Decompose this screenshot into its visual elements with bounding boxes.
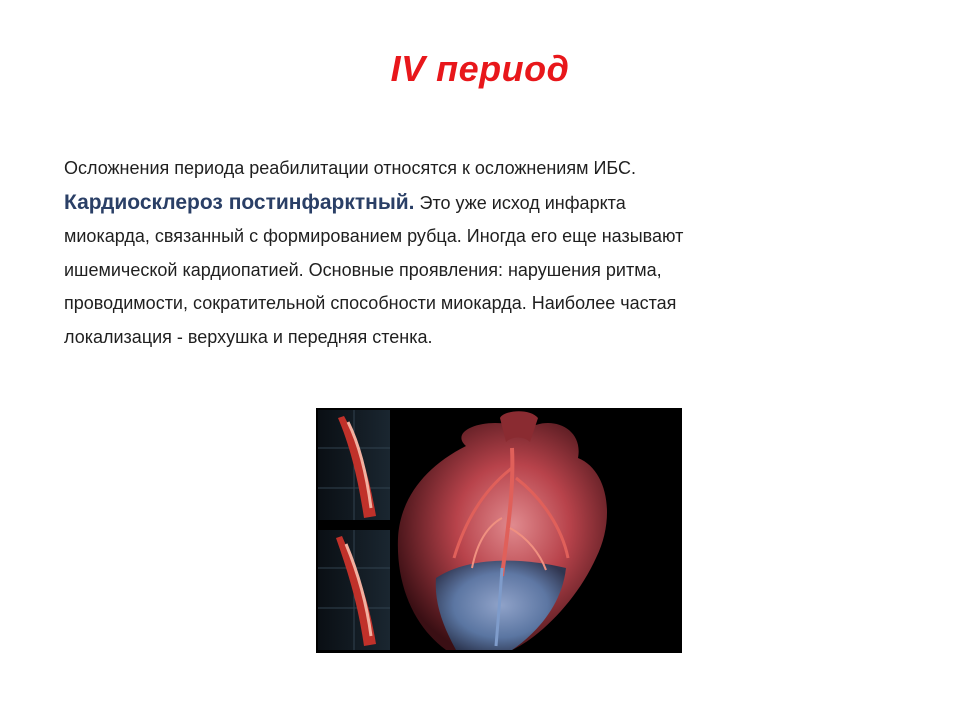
highlight-term: Кардиосклероз постинфарктный. xyxy=(64,190,415,214)
inset-panel-bottom xyxy=(318,530,390,650)
body-line-2-rest: Это уже исход инфаркта xyxy=(414,192,626,213)
slide-title: IV период xyxy=(390,48,570,89)
inset-panel-top xyxy=(318,410,390,520)
body-line-6: локализация - верхушка и передняя стенка. xyxy=(64,326,433,347)
body-line-3: миокарда, связанный с формированием рубца. Иногда его еще называют xyxy=(64,226,684,246)
body-line-4: ишемической кардиопатией. Основные проявления: нарушения ритма, xyxy=(64,259,662,280)
body-line-5: проводимости, сократительной способности миокарда. Наиболее частая xyxy=(64,293,677,313)
slide-body-text xyxy=(64,152,914,354)
body-line-2 xyxy=(64,186,914,221)
body-line-1: Осложнения периода реабилитации относятся к осложнениям ИБС. xyxy=(64,158,637,178)
heart-illustration xyxy=(316,408,682,653)
